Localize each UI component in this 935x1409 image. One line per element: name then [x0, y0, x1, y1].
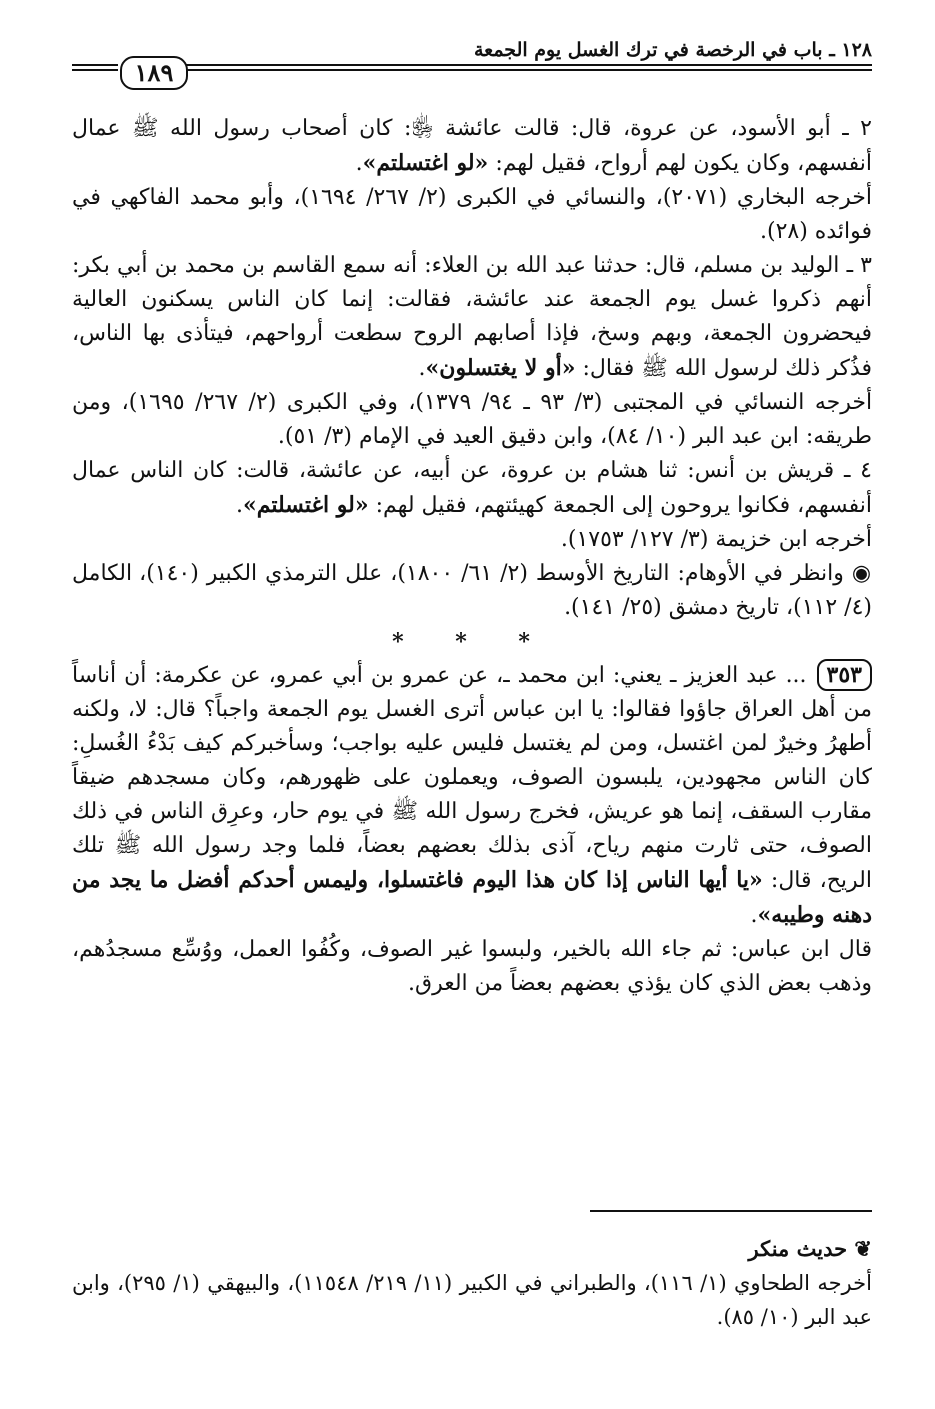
paragraph-5-quote: «لو اغتسلتم» — [242, 492, 369, 518]
footnote-rule — [590, 1210, 872, 1212]
paragraph-6: أخرجه ابن خزيمة (٣/ ١٢٧/ ١٧٥٣). — [560, 527, 872, 552]
paragraph-1: ٢ ـ أبو الأسود، عن عروة، قال: قالت عائشة ﵂: كان أصحاب رسول الله ﷺ عمال أنفسهم، وكان يكون لهم أرواح، فقيل لهم: «لو اغتسلتم». — [72, 116, 872, 176]
paragraph-7: ◉ وانظر في الأوهام: التاريخ الأوسط (٢/ ٦١/ ١٨٠٠)، علل الترمذي الكبير (١٤٠)، الكامل (٤/ ١١٢)، تاريخ دمشق (٢٥/ ١٤١). — [72, 561, 872, 620]
hadith-paragraph-2: قال ابن عباس: ثم جاء الله بالخير، ولبسوا غير الصوف، وكُفُوا العمل، ووُسِّع مسجدُهم، وذهب بعض الذي كان يؤذي بعضهم بعضاً من العرق. — [72, 937, 872, 996]
paragraph-5-text: ٤ ـ قريش بن أنس: ثنا هشام بن عروة، عن أبيه، عن عائشة، قالت: كان الناس عمال أنفسهم، فكانوا يروحون إلى الجمعة كهيئتهم، فقيل لهم: — [72, 458, 872, 518]
hadith-text: ... عبد العزيز ـ يعني: ابن محمد ـ، عن عمرو بن أبي عمرو، عن عكرمة: أن أناساً من أهل العراق جاؤوا فقالوا: يا ابن عباس أترى الغسل يوم الجمعة واجباً؟ قال: لا، ولكنه أطهرُ وخيرٌ لمن اغتسل، ومن لم يغتسل فليس عليه بواجب؛ وسأخبركم كيف بَدْءُ الغُسلِ: كان الناس مجهودين، يلبسون الصوف، ويعملون على ظهورهم، وكان مسجدهم ضيقاً مقارب السقف، إنما هو عريش، فخرج رسول الله ﷺ في يوم حار، وعرِق الناس في ذلك الصوف، حتى ثارت منهم رياح، آذى بذلك بعضهم بعضاً، فلما وجد رسول الله ﷺ تلك الريح، قال: — [72, 663, 872, 893]
hadith-paragraph-1: ٣٥٣... عبد العزيز ـ يعني: ابن محمد ـ، عن عمرو بن أبي عمرو، عن عكرمة: أن أناساً من أهل العراق جاؤوا فقالوا: يا ابن عباس أترى الغسل يوم الجمعة واجباً؟ قال: لا، ولكنه أطهرُ وخيرٌ لمن اغتسل، ومن لم يغتسل فليس عليه بواجب؛ وسأخبركم كيف بَدْءُ الغُسلِ: كان الناس مجهودين، يلبسون الصوف، ويعملون على ظهورهم، وكان مسجدهم ضيقاً مقارب السقف، إنما هو عريش، فخرج رسول الله ﷺ في يوم حار، وعرِق الناس في ذلك الصوف، حتى ثارت منهم رياح، آذى بذلك بعضهم بعضاً، فلما وجد رسول الله ﷺ تلك الريح، قال: «يا أيها الناس إذا كان هذا اليوم فاغتسلوا، وليمس أحدكم أفضل ما يجد من دهنه وطيبه». — [72, 659, 872, 933]
paragraph-4: أخرجه النسائي في المجتبى (٣/ ٩٣ ـ ٩٤/ ١٣٧٩)، وفي الكبرى (٢/ ٢٦٧/ ١٦٩٥)، ومن طريقه: ابن عبد البر (١٠/ ٨٤)، وابن دقيق العيد في الإمام (٣/ ٥١). — [72, 390, 873, 449]
running-title: ١٢٨ ـ باب في الرخصة في ترك الغسل يوم الجمعة — [473, 39, 872, 61]
main-text — [72, 112, 872, 1001]
running-header — [72, 40, 872, 64]
hadith-number-badge: ٣٥٣ — [817, 659, 872, 691]
paragraph-3-text: ٣ ـ الوليد بن مسلم، قال: حدثنا عبد الله بن العلاء: أنه سمع القاسم بن محمد بن أبي بكر: أنهم ذكروا غسل يوم الجمعة عند عائشة، فقالت: إنما كان الناس يسكنون العالية فيحضرون الجمعة، وبهم وسخ، فإذا أصابهم الروح سطعت أرواحهم، فيتأذى بها الناس، فذُكر ذلك لرسول الله ﷺ فقال: — [72, 253, 872, 381]
footnote-grade: ❦ حديث منكر — [748, 1236, 872, 1261]
footnote — [72, 1232, 872, 1334]
header-rule-left — [72, 64, 118, 66]
paragraph-1-quote: «لو اغتسلتم» — [362, 150, 489, 176]
page-number: ١٨٩ — [120, 56, 188, 90]
paragraph-3: ٣ ـ الوليد بن مسلم، قال: حدثنا عبد الله بن العلاء: أنه سمع القاسم بن محمد بن أبي بكر: أنهم ذكروا غسل يوم الجمعة عند عائشة، فقالت: إنما كان الناس يسكنون العالية فيحضرون الجمعة، وبهم وسخ، فإذا أصابهم الروح سطعت أرواحهم، فيتأذى بها الناس، فذُكر ذلك لرسول الله ﷺ فقال: «أو لا يغتسلون». — [72, 253, 872, 381]
footnote-text: أخرجه الطحاوي (١/ ١١٦)، والطبراني في الكبير (١١/ ٢١٩/ ١١٥٤٨)، والبيهقي (١/ ٢٩٥)، وابن عبد البر (١٠/ ٨٥). — [72, 1271, 872, 1329]
hadith-quote: «يا أيها الناس إذا كان هذا اليوم فاغتسلوا، وليمس أحدكم أفضل ما يجد من دهنه وطيبه» — [72, 867, 872, 928]
header-rule-right — [186, 64, 872, 66]
paragraph-5: ٤ ـ قريش بن أنس: ثنا هشام بن عروة، عن أبيه، عن عائشة، قالت: كان الناس عمال أنفسهم، فكانوا يروحون إلى الجمعة كهيئتهم، فقيل لهم: «لو اغتسلتم». — [72, 458, 872, 518]
section-separator: * * * — [392, 629, 552, 655]
paragraph-2: أخرجه البخاري (٢٠٧١)، والنسائي في الكبرى (٢/ ٢٦٧/ ١٦٩٤)، وأبو محمد الفاكهي في فوائده (٢٨). — [72, 185, 872, 244]
paragraph-3-quote: «أو لا يغتسلون» — [425, 355, 576, 381]
header-rule-right-lower — [186, 69, 872, 71]
paragraph-1-text: ٢ ـ أبو الأسود، عن عروة، قال: قالت عائشة ﵂: كان أصحاب رسول الله ﷺ عمال أنفسهم، وكان يكون لهم أرواح، فقيل لهم: — [72, 116, 872, 176]
header-rule-left-lower — [72, 69, 118, 71]
